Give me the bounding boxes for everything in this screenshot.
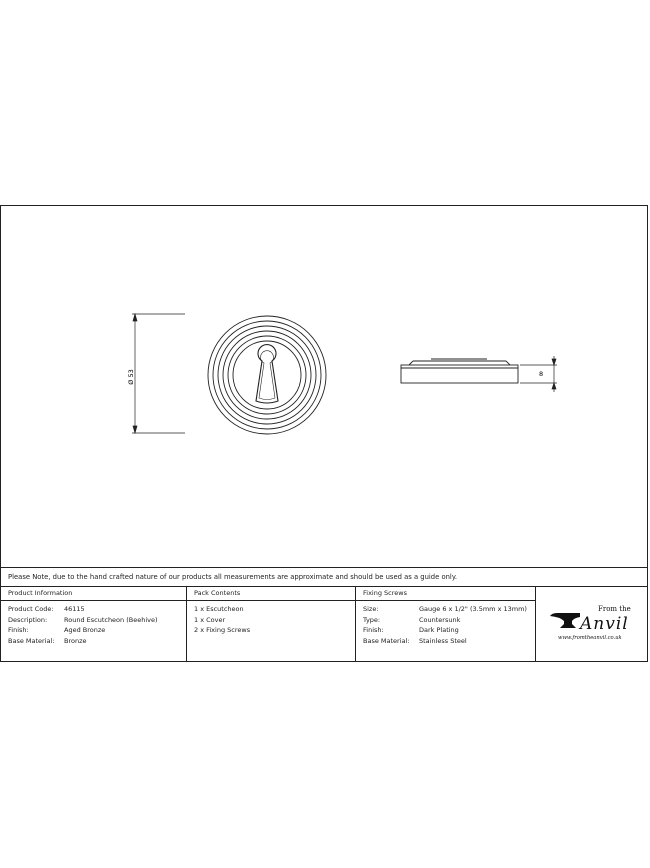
info-row xyxy=(8,636,186,647)
drawing-sheet xyxy=(0,205,648,662)
height-label: 8 xyxy=(539,370,544,378)
info-row xyxy=(8,615,186,626)
info-row xyxy=(8,604,186,615)
screw-value: Gauge 6 x 1/2" (3.5mm x 13mm) xyxy=(419,605,527,613)
logo-from-the: From the xyxy=(598,605,631,613)
screw-value: Dark Plating xyxy=(419,626,459,634)
fixing-screws-heading: Fixing Screws xyxy=(356,587,535,601)
screw-row xyxy=(363,636,535,647)
screw-label: Type: xyxy=(363,615,381,624)
screw-row xyxy=(363,604,535,615)
screw-label: Finish: xyxy=(363,626,384,634)
info-value: Round Escutcheon (Beehive) xyxy=(64,615,158,624)
anvil-icon xyxy=(550,613,580,628)
screw-value: Countersunk xyxy=(419,615,461,624)
info-label: Description: xyxy=(8,615,48,624)
screw-value: Stainless Steel xyxy=(419,636,467,645)
pack-item: 1 x Escutcheon xyxy=(194,605,244,613)
from-the-anvil-logo xyxy=(536,587,648,663)
info-row xyxy=(8,625,186,636)
logo-brand: Anvil xyxy=(580,614,629,634)
screw-row xyxy=(363,625,535,636)
info-value: Bronze xyxy=(64,636,87,645)
info-label: Finish: xyxy=(8,626,29,634)
screw-label: Size: xyxy=(363,605,379,613)
pack-item: 1 x Cover xyxy=(194,615,226,624)
escutcheon-front-view xyxy=(208,316,326,434)
pack-contents-panel xyxy=(187,586,356,662)
screw-row xyxy=(363,615,535,626)
disclaimer-note: Please Note, due to the hand crafted nature of our products all measurements are approximate and should be used as a guide only. xyxy=(1,567,647,586)
diameter-dimension xyxy=(132,314,185,433)
diameter-label: Ø 53 xyxy=(127,369,135,385)
logo-panel xyxy=(536,586,648,662)
screw-label: Base Material: xyxy=(363,636,410,645)
product-information-panel xyxy=(1,586,187,662)
technical-drawing xyxy=(1,206,649,566)
info-label: Base Material: xyxy=(8,636,55,645)
product-information-heading: Product Information xyxy=(1,587,186,601)
pack-contents-heading: Pack Contents xyxy=(187,587,355,601)
pack-item: 2 x Fixing Screws xyxy=(194,626,251,634)
info-value: Aged Bronze xyxy=(64,626,106,634)
logo-url: www.fromtheanvil.co.uk xyxy=(558,635,622,641)
info-value: 46115 xyxy=(64,605,85,613)
escutcheon-side-view xyxy=(401,359,518,383)
fixing-screws-panel xyxy=(356,586,536,662)
info-label: Product Code: xyxy=(8,605,54,613)
